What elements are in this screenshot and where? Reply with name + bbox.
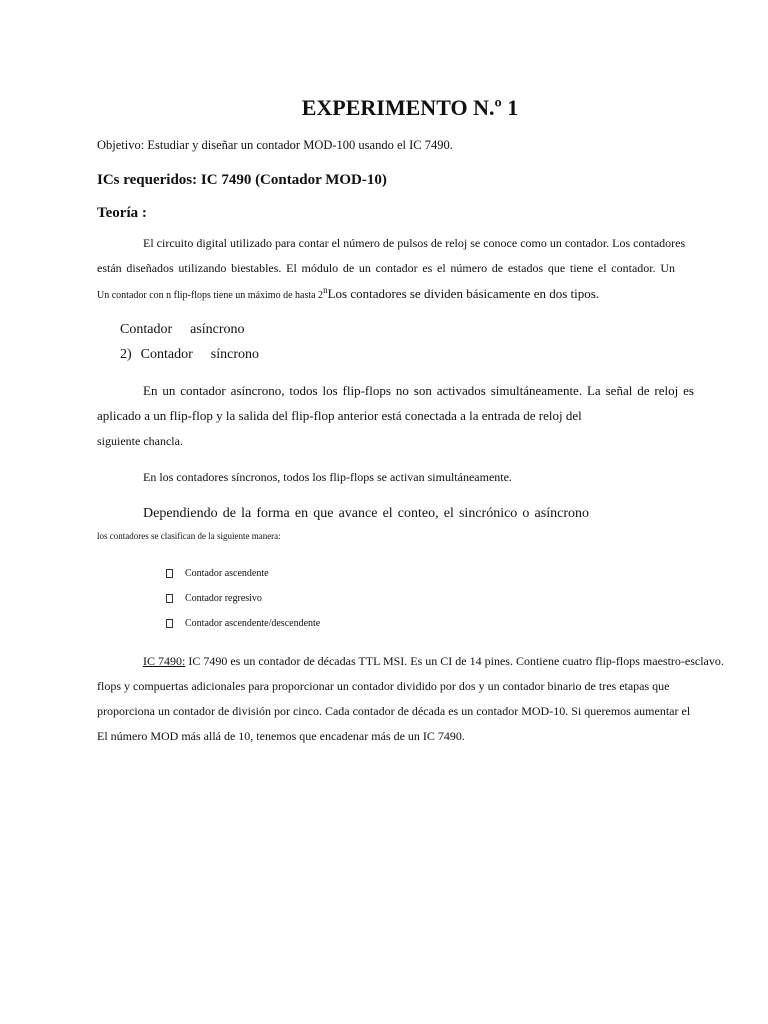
bullet-item (166, 593, 262, 604)
checkbox-icon (166, 594, 173, 603)
async-line: aplicado a un flip-flop y la salida del flip-flop anterior está conectada a la entrada de reloj del (97, 408, 582, 423)
ic-line (143, 654, 724, 669)
theory-line: están diseñados utilizando biestables. El módulo de un contador es el número de estados que tiene el contador. Un (97, 261, 675, 275)
async-line: En un contador asíncrono, todos los flip-flops no son activados simultáneamente. La señal de reloj es (143, 383, 694, 398)
classify-line: Dependiendo de la forma en que avance el conteo, el sincrónico o asíncrono (143, 506, 589, 521)
sync-line: En los contadores síncronos, todos los flip-flops se activan simultáneamente. (143, 470, 512, 484)
theory-line-small: Un contador con n flip-flops tiene un máximo de hasta 2 (97, 290, 324, 301)
counter-type-word: Contador (120, 322, 173, 337)
checkbox-icon (166, 619, 173, 628)
bullet-label: Contador ascendente/descendente (185, 618, 321, 629)
bullet-label: Contador regresivo (185, 593, 262, 604)
counter-type-item (120, 322, 245, 338)
objective-text: Objetivo: Estudiar y diseñar un contador MOD-100 usando el IC 7490. (97, 138, 453, 152)
theory-line (97, 285, 599, 303)
bullet-item (166, 568, 269, 579)
counter-type-word: síncrono (210, 347, 259, 362)
checkbox-icon (166, 569, 173, 578)
ic-line: El número MOD más allá de 10, tenemos que encadenar más de un IC 7490. (97, 729, 465, 743)
bullet-label: Contador ascendente (185, 568, 269, 579)
bullet-item (166, 618, 320, 629)
theory-superscript: n (323, 285, 328, 295)
theory-heading: Teoría : (97, 205, 147, 221)
ic-line: proporciona un contador de división por cinco. Cada contador de década es un contador MOD-10. Si queremos aumentar el (97, 704, 691, 718)
counter-type-word: asíncrono (190, 322, 245, 337)
counter-type-item (120, 347, 259, 363)
list-number: 2) (120, 347, 132, 362)
counter-type-word: Contador (140, 347, 193, 362)
ic-line: flops y compuertas adicionales para proporcionar un contador dividido por dos y un contador binario de tres etapas que (97, 679, 670, 693)
async-line: siguiente chancla. (97, 434, 183, 448)
theory-line-large: Los contadores se dividen básicamente en dos tipos. (327, 286, 600, 301)
page-title: EXPERIMENTO N.º 1 (301, 95, 519, 120)
ic-text: IC 7490 es un contador de décadas TTL MSI. Es un CI de 14 pines. Contiene cuatro flip-flops maestro-esclavo. (185, 654, 724, 668)
ics-heading: ICs requeridos: IC 7490 (Contador MOD-10) (97, 172, 387, 188)
ic-label: IC 7490: (143, 654, 186, 668)
theory-line: El circuito digital utilizado para contar el número de pulsos de reloj se conoce como un contador. Los contadores (143, 236, 686, 250)
classify-line-small: los contadores se clasifican de la siguiente manera: (97, 531, 281, 541)
